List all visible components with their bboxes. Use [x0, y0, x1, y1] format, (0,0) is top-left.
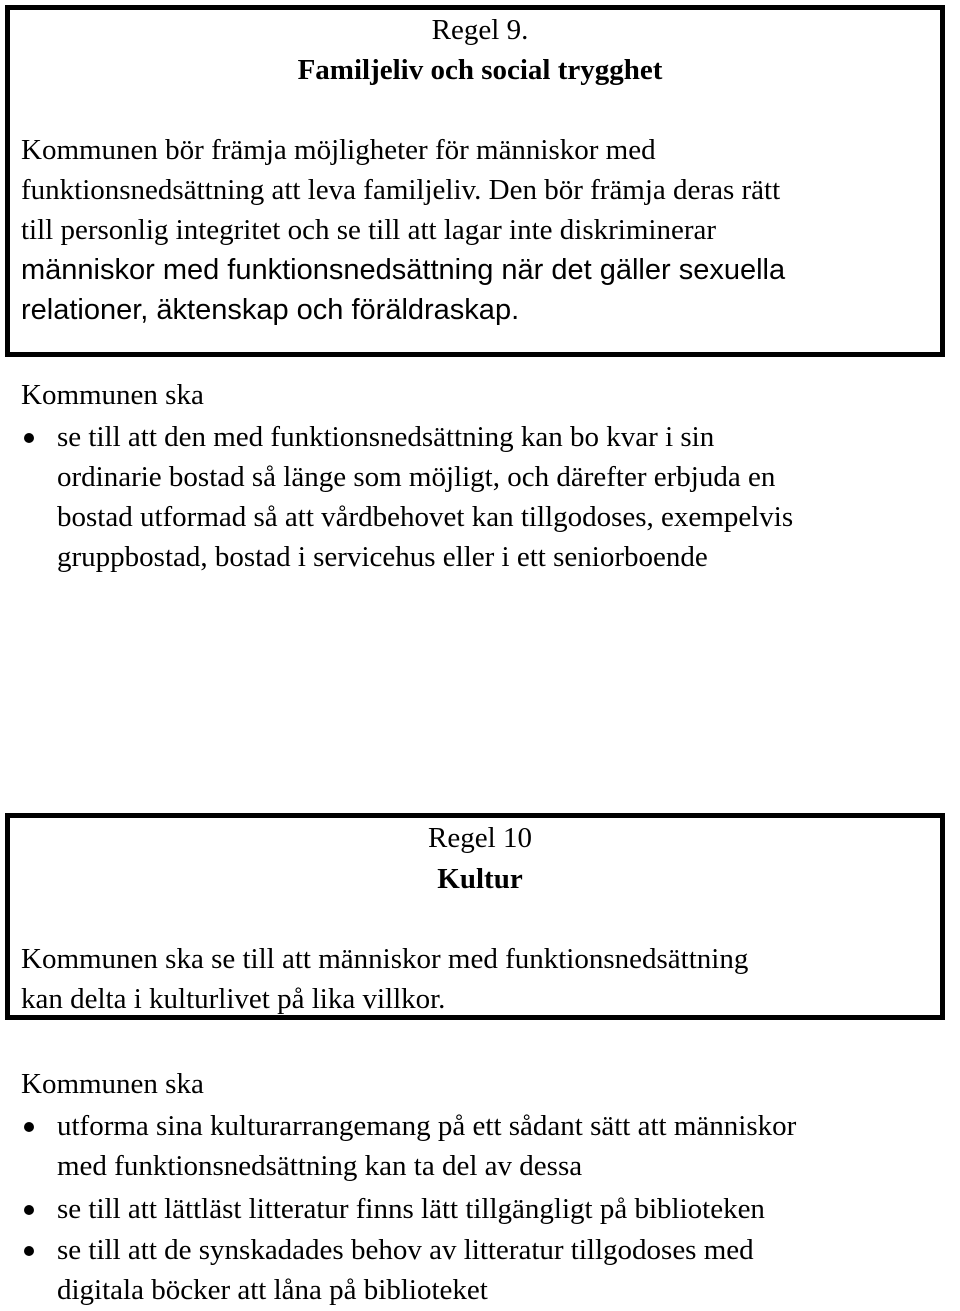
rule-9-body-line: människor med funktionsnedsättning när det gäller sexuella [21, 254, 786, 286]
section-10-intro: Kommunen ska [21, 1068, 204, 1100]
bullet-icon [24, 1246, 34, 1256]
rule-9-body-line: Kommunen bör främja möjligheter för människor med [21, 134, 656, 166]
rule-10-title: Kultur [437, 863, 523, 895]
rule-9-number: Regel 9. [431, 14, 529, 46]
section-9-bullet-line: ordinarie bostad så länge som möjligt, och därefter erbjuda en [57, 461, 776, 493]
rule-9-body-line: funktionsnedsättning att leva familjeliv. Den bör främja deras rätt [21, 174, 781, 206]
section-9-bullet-line: bostad utformad så att vårdbehovet kan tillgodoses, exempelvis [57, 501, 794, 533]
rule-10-number: Regel 10 [428, 822, 532, 854]
section-10-bullet-line: se till att de synskadades behov av litteratur tillgodoses med [57, 1234, 754, 1266]
bullet-icon [24, 1205, 34, 1215]
section-9-intro: Kommunen ska [21, 379, 204, 411]
rule-9-body-line: till personlig integritet och se till att lagar inte diskriminerar [21, 214, 717, 246]
section-10-bullet-line: digitala böcker att låna på biblioteket [57, 1274, 488, 1306]
rule-10-body-line: Kommunen ska se till att människor med funktionsnedsättning [21, 943, 749, 975]
rule-10-body-line: kan delta i kulturlivet på lika villkor. [21, 983, 446, 1015]
section-10-bullet-line: se till att lättläst litteratur finns lätt tillgängligt på biblioteken [57, 1193, 765, 1225]
bullet-icon [24, 433, 34, 443]
rule-9-body-line: relationer, äktenskap och föräldraskap. [21, 294, 520, 326]
section-9-bullet-line: gruppbostad, bostad i servicehus eller i ett seniorboende [57, 541, 708, 573]
rule-9-title: Familjeliv och social trygghet [297, 54, 663, 86]
bullet-icon [24, 1122, 34, 1132]
section-10-bullet-line: med funktionsnedsättning kan ta del av dessa [57, 1150, 583, 1182]
section-10-bullet-line: utforma sina kulturarrangemang på ett sådant sätt att människor [57, 1110, 797, 1142]
section-9-bullet-line: se till att den med funktionsnedsättning kan bo kvar i sin [57, 421, 715, 453]
